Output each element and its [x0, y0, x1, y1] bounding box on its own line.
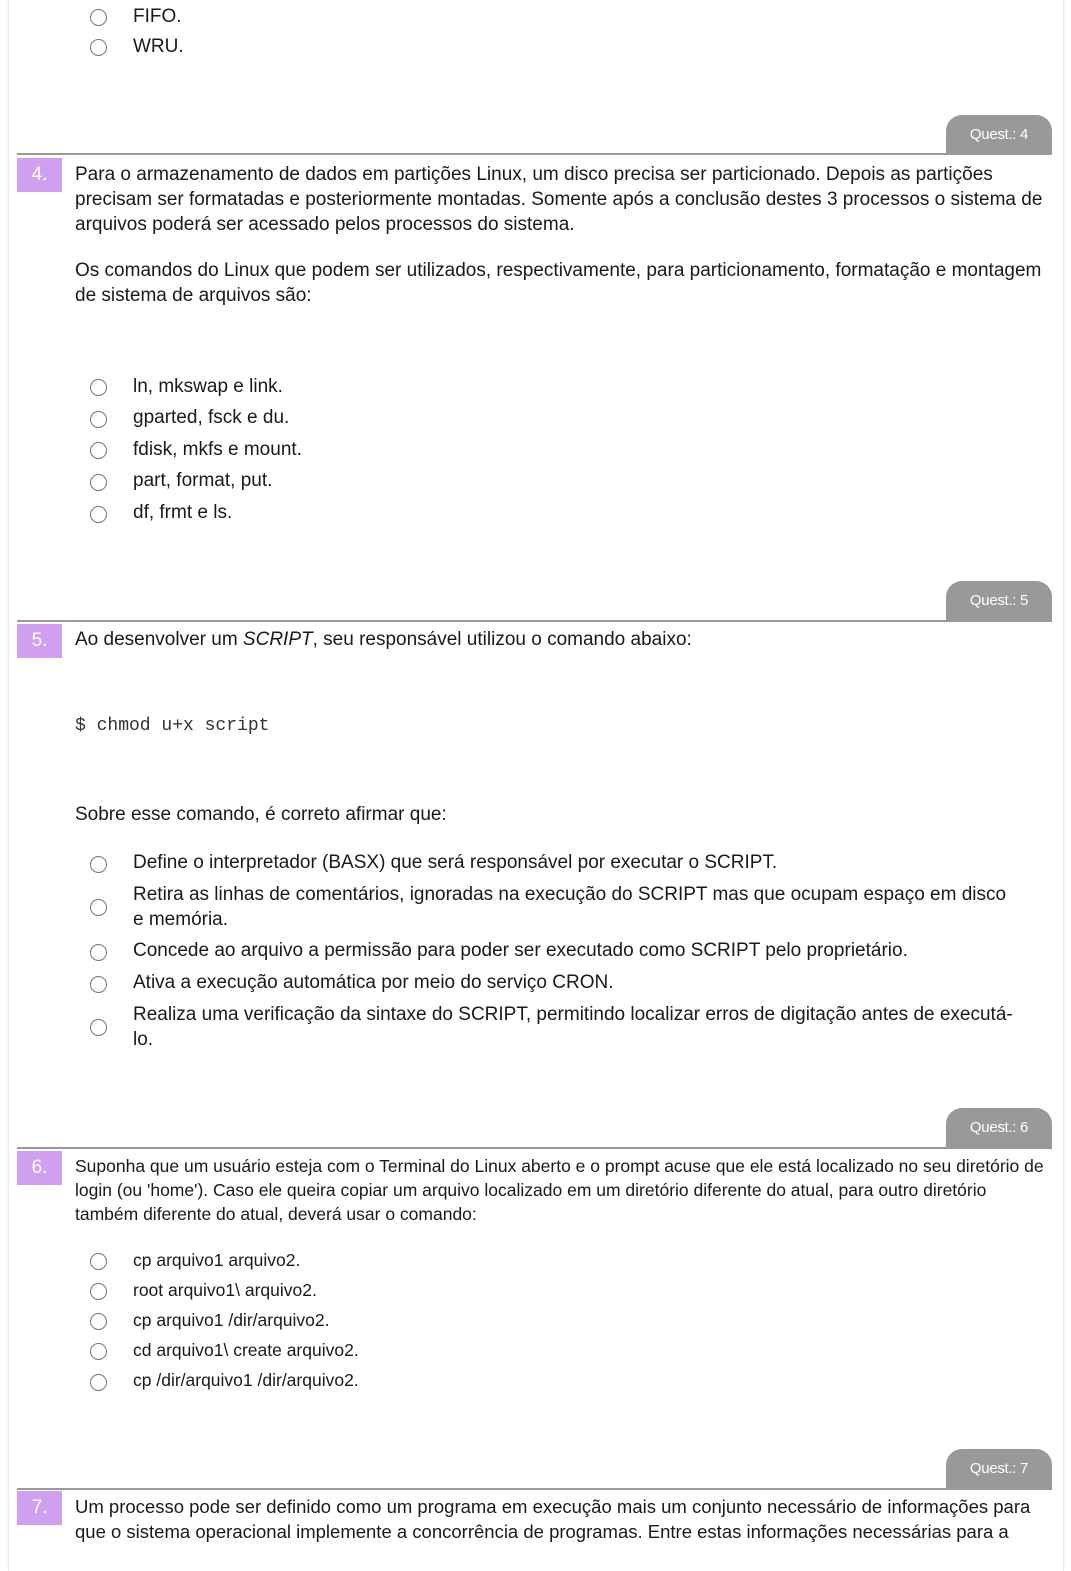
question-text: Suponha que um usuário esteja com o Terminal do Linux aberto e o prompt acuse que ele está localizado no seu diretório de login (ou 'home'). Caso ele queira copiar um arquivo localizado em um diretório diferente do atual, para outro diretório também diferente do atual, deverá usar o comando: — [75, 1156, 1044, 1224]
question-text — [75, 627, 1050, 652]
intro-text: Ao desenvolver um — [75, 629, 243, 650]
radio-button[interactable] — [90, 944, 107, 961]
option-label: Retira as linhas de comentários, ignoradas na execução do SCRIPT mas que ocupam espaço em disco e memória. — [133, 884, 1007, 930]
intro-text: , seu responsável utilizou o comando abaixo: — [312, 629, 692, 650]
option-label: WRU. — [133, 36, 184, 57]
option-label: fdisk, mkfs e mount. — [133, 439, 302, 460]
divider — [17, 153, 1052, 155]
option-label: Realiza uma verificação da sintaxe do SCRIPT, permitindo localizar erros de digitação antes de executá-lo. — [133, 1004, 1013, 1050]
quest-tab: Quest.: 5 — [946, 581, 1052, 621]
option-label: cp /dir/arquivo1 /dir/arquivo2. — [133, 1370, 359, 1390]
radio-button[interactable] — [90, 474, 107, 491]
quest-tab: Quest.: 7 — [946, 1449, 1052, 1489]
code-snippet: $ chmod u+x script — [75, 716, 270, 736]
question-text: Os comandos do Linux que podem ser utilizados, respectivamente, para particionamento, formatação e montagem de sistema de arquivos são: — [75, 260, 1042, 306]
question-text: Para o armazenamento de dados em partições Linux, um disco precisa ser particionado. Depois as partições precisam ser formatadas e posteriormente montadas. Somente após a conclusão destes 3 processos o sistema de arquivos poderá ser acessado pelos processos do sistema. — [75, 164, 1043, 235]
radio-button[interactable] — [90, 1019, 107, 1036]
divider — [17, 1488, 1052, 1490]
radio-button[interactable] — [90, 856, 107, 873]
radio-button[interactable] — [90, 442, 107, 459]
question-number-badge: 7. — [17, 1491, 62, 1525]
option-label: part, format, put. — [133, 470, 273, 491]
radio-button[interactable] — [90, 9, 107, 26]
question-prompt: Sobre esse comando, é correto afirmar que: — [75, 804, 447, 825]
option-label: cd arquivo1\ create arquivo2. — [133, 1340, 359, 1360]
question-number-badge: 5. — [17, 624, 62, 658]
divider — [17, 620, 1052, 622]
radio-button[interactable] — [90, 976, 107, 993]
intro-italic: SCRIPT — [242, 629, 313, 650]
radio-button[interactable] — [90, 1343, 107, 1360]
radio-button[interactable] — [90, 39, 107, 56]
question-number-badge: 4. — [17, 158, 62, 192]
option-label: cp arquivo1 /dir/arquivo2. — [133, 1310, 330, 1330]
question-number-badge: 6. — [17, 1151, 62, 1185]
option-label: cp arquivo1 arquivo2. — [133, 1250, 301, 1270]
option-label: FIFO. — [133, 6, 182, 27]
radio-button[interactable] — [90, 506, 107, 523]
option-label: df, frmt e ls. — [133, 502, 233, 523]
radio-button[interactable] — [90, 1313, 107, 1330]
radio-button[interactable] — [90, 1253, 107, 1270]
radio-button[interactable] — [90, 899, 107, 916]
quest-tab: Quest.: 4 — [946, 115, 1052, 155]
option-label: ln, mkswap e link. — [133, 376, 283, 397]
option-label: Concede ao arquivo a permissão para poder ser executado como SCRIPT pelo proprietário. — [133, 940, 908, 961]
quest-tab: Quest.: 6 — [946, 1108, 1052, 1148]
radio-button[interactable] — [90, 1283, 107, 1300]
radio-button[interactable] — [90, 379, 107, 396]
divider — [17, 1147, 1052, 1149]
radio-button[interactable] — [90, 411, 107, 428]
option-label: Define o interpretador (BASX) que será responsável por executar o SCRIPT. — [133, 852, 778, 873]
option-label: Ativa a execução automática por meio do serviço CRON. — [133, 972, 614, 993]
question-text: Um processo pode ser definido como um programa em execução mais um conjunto necessário de informações para que o sistema operacional implemente a concorrência de programas. Entre estas informações necessárias para a — [75, 1496, 1031, 1542]
option-label: gparted, fsck e du. — [133, 407, 290, 428]
radio-button[interactable] — [90, 1374, 107, 1391]
option-label: root arquivo1\ arquivo2. — [133, 1280, 317, 1300]
